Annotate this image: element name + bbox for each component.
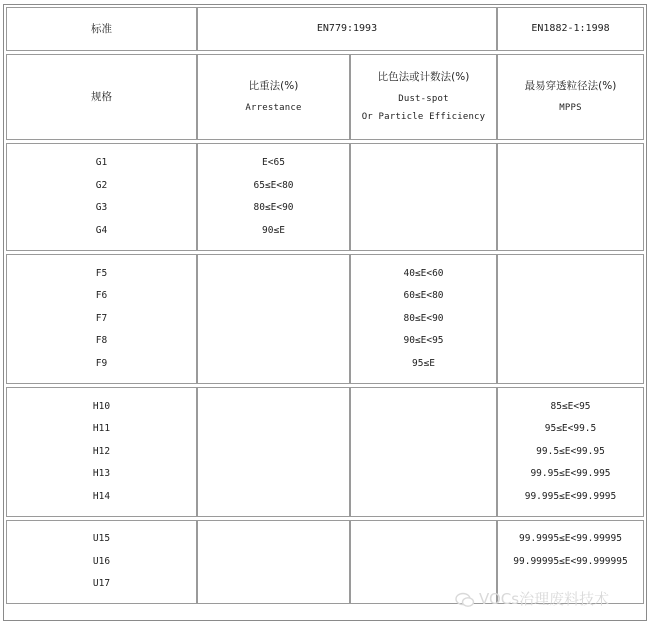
grade-cell xyxy=(6,520,197,604)
table-cell-value: E<65 xyxy=(262,157,285,168)
col-dust-spot-cn: 比色法或计数法(%) xyxy=(377,71,470,84)
table-cell-value: U16 xyxy=(92,555,111,567)
table-cell-value: G3 xyxy=(95,202,108,213)
arrestance-cell xyxy=(197,387,350,517)
dust-spot-cell xyxy=(350,254,497,384)
grade-cell xyxy=(6,387,197,517)
table-cell-value: 99.5≤E<99.95 xyxy=(536,445,605,457)
dust-spot-cell xyxy=(350,387,497,517)
mpps-cell xyxy=(497,143,644,251)
group-row-f xyxy=(6,254,644,384)
group-row-h xyxy=(6,387,644,517)
table-cell-value: 60≤E<80 xyxy=(403,290,444,302)
grade-cell xyxy=(6,254,197,384)
dust-spot-cell xyxy=(350,143,497,251)
table-cell-value: 40≤E<60 xyxy=(403,267,444,279)
table-cell-value: 65≤E<80 xyxy=(253,179,294,191)
table-cell-value: U17 xyxy=(92,578,111,590)
table-cell-value: H14 xyxy=(92,490,111,502)
table-cell-value: F7 xyxy=(95,312,108,324)
grade-list xyxy=(7,152,196,242)
table-cell-value: F9 xyxy=(95,357,108,369)
table-cell-value: 80≤E<90 xyxy=(403,312,444,324)
col-dust-spot-en1: Dust-spot xyxy=(398,93,449,104)
arrestance-list xyxy=(198,152,349,242)
table-cell-value: 85≤E<95 xyxy=(550,400,591,412)
mpps-list xyxy=(498,528,643,596)
arrestance-cell xyxy=(197,143,350,251)
table-cell-value: H13 xyxy=(92,468,111,480)
grade-list xyxy=(7,396,196,509)
arrestance-cell xyxy=(197,520,350,604)
col-mpps-en: MPPS xyxy=(559,102,582,113)
spec-label: 规格 xyxy=(6,54,197,140)
table-cell-value: 99.95≤E<99.995 xyxy=(530,468,611,480)
table-cell-value: F8 xyxy=(95,335,108,347)
grade-list xyxy=(7,263,196,376)
table-cell-value: 99.99995≤E<99.999995 xyxy=(513,555,628,567)
group-row-g xyxy=(6,143,644,251)
table-cell-value: F6 xyxy=(95,290,108,302)
watermark xyxy=(455,588,609,609)
mpps-cell xyxy=(497,387,644,517)
table-cell-value: 95≤E<99.5 xyxy=(544,423,597,435)
mpps-cell xyxy=(497,254,644,384)
table-cell-value: 99.995≤E<99.9995 xyxy=(524,490,617,502)
col-mpps-header xyxy=(497,54,644,140)
table-cell-value: U15 xyxy=(92,533,111,545)
watermark-text: VOCs治理废料技术 xyxy=(479,590,610,608)
table-cell-value: 80≤E<90 xyxy=(253,202,294,213)
col-mpps-cn: 最易穿透粒径法(%) xyxy=(524,80,617,93)
dust-spot-list xyxy=(351,263,496,376)
table-cell-value: G2 xyxy=(95,179,108,191)
table-cell-value: 95≤E xyxy=(412,357,435,369)
wechat-icon xyxy=(455,592,475,608)
header-row-spec xyxy=(6,54,644,140)
filter-standard-table xyxy=(6,7,644,604)
table-cell-value: 90≤E xyxy=(262,224,285,236)
standard-label: 标准 xyxy=(6,7,197,51)
table-cell-value: H10 xyxy=(92,400,111,412)
col-arrestance-en: Arrestance xyxy=(245,102,302,113)
en779-header: EN779:1993 xyxy=(197,7,497,51)
en1882-header: EN1882-1:1998 xyxy=(497,7,644,51)
col-arrestance-cn: 比重法(%) xyxy=(248,80,299,93)
col-dust-spot-en2: Or Particle Efficiency xyxy=(361,111,486,122)
arrestance-cell xyxy=(197,254,350,384)
col-dust-spot-header xyxy=(350,54,497,140)
table-cell-value: H11 xyxy=(92,423,111,435)
mpps-list xyxy=(498,396,643,509)
grade-cell xyxy=(6,143,197,251)
table-cell-value: F5 xyxy=(95,267,108,279)
table-cell-value: 99.9995≤E<99.99995 xyxy=(519,533,622,545)
table-cell-value: H12 xyxy=(92,445,111,457)
table-cell-value: G4 xyxy=(95,224,108,236)
col-arrestance-header xyxy=(197,54,350,140)
header-row-standard xyxy=(6,7,644,51)
table-cell-value: G1 xyxy=(95,157,108,168)
table-cell-value: 90≤E<95 xyxy=(403,335,444,347)
grade-list xyxy=(7,528,196,596)
